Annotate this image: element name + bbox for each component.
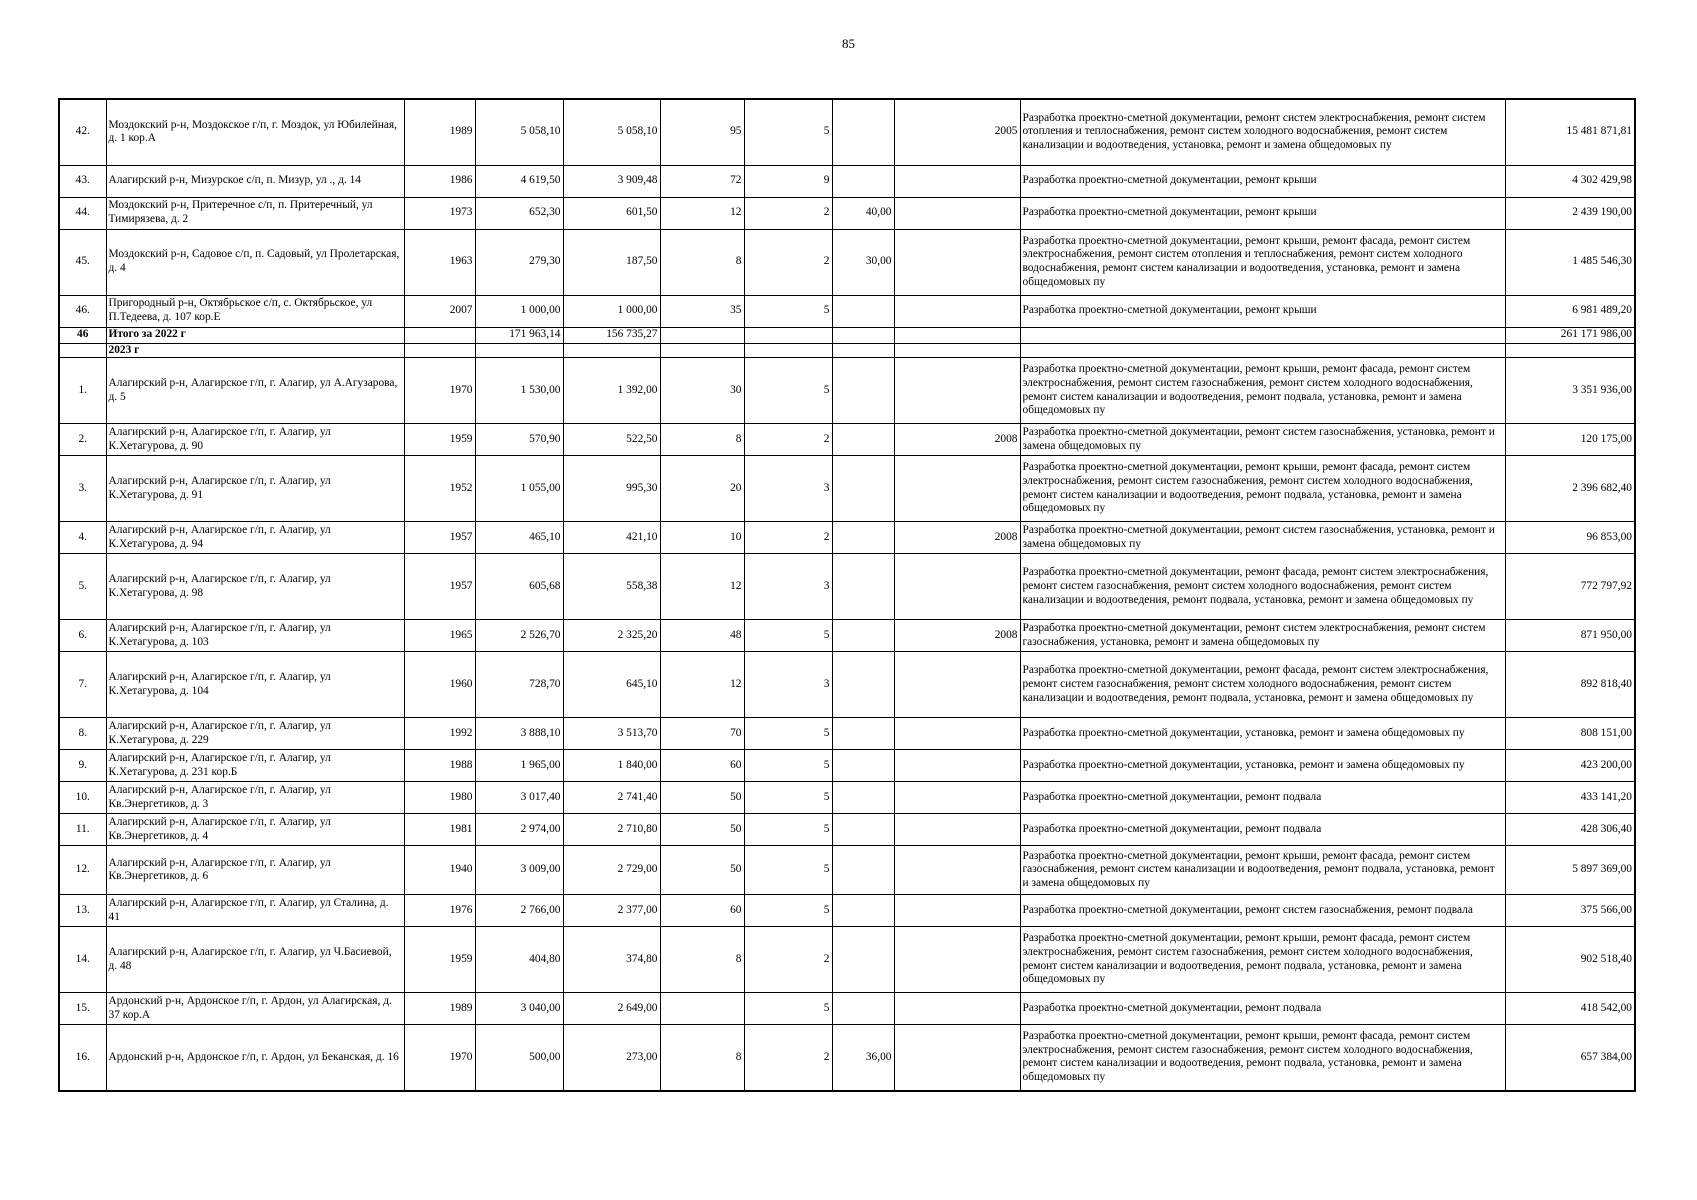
area-total-cell: 1 000,00 [475,295,563,327]
table-row [59,782,1635,814]
works-cell: Разработка проектно-сметной документации, ремонт крыши, ремонт фасада, ремонт систем электроснабжения, ремонт систем газоснабжения, ремонт систем холодного водоснабжения, ремонт систем канализации и водоотведения, ремонт подвала, установка, ремонт и замена общедомовых пу [1020,456,1505,522]
area-living-cell: 558,38 [563,554,660,620]
wear-cell [832,846,894,895]
year-built-cell: 1959 [404,424,475,456]
table-row [59,927,1635,993]
floors-cell: 5 [744,620,832,652]
area-total-cell: 3 888,10 [475,718,563,750]
housing-repair-table [58,98,1636,1092]
address-cell: Моздокский р-н, Притеречное с/п, п. Притеречный, ул Тимирязева, д. 2 [106,197,404,229]
cost-cell: 2 396 682,40 [1505,456,1635,522]
table-row [59,197,1635,229]
page-number: 85 [842,36,855,51]
table-row [59,620,1635,652]
wear-cell: 30,00 [832,229,894,295]
residents-cell: 60 [660,895,744,927]
residents-cell: 70 [660,718,744,750]
residents-cell: 95 [660,99,744,165]
area-living-cell: 421,10 [563,522,660,554]
row-number: 15. [59,993,106,1025]
table-row [59,846,1635,895]
floors-cell: 3 [744,554,832,620]
cost-cell: 657 384,00 [1505,1025,1635,1091]
area-living-cell: 601,50 [563,197,660,229]
floors-cell: 9 [744,165,832,197]
area-total-cell: 570,90 [475,424,563,456]
year-built-cell: 1986 [404,165,475,197]
residents-cell: 30 [660,358,744,424]
row-number: 3. [59,456,106,522]
table-row [59,229,1635,295]
area-total-cell: 1 530,00 [475,358,563,424]
row-number: 43. [59,165,106,197]
wear-cell [832,424,894,456]
year-built-cell: 1992 [404,718,475,750]
section-row-2023 [59,343,1635,358]
last-repair-cell [894,927,1020,993]
works-cell: Разработка проектно-сметной документации, ремонт систем газоснабжения, ремонт подвала [1020,895,1505,927]
table-row [59,718,1635,750]
floors-cell: 5 [744,295,832,327]
address-cell: Алагирский р-н, Алагирское г/п, г. Алагир, ул А.Агузарова, д. 5 [106,358,404,424]
year-built-cell: 1965 [404,620,475,652]
residents-cell: 50 [660,782,744,814]
address-cell: Алагирский р-н, Мизурское с/п, п. Мизур, ул ., д. 14 [106,165,404,197]
residents-cell: 50 [660,814,744,846]
floors-cell: 2 [744,424,832,456]
area-living-cell: 273,00 [563,1025,660,1091]
last-repair-cell [894,197,1020,229]
year-built-cell: 1952 [404,456,475,522]
area-total-cell: 500,00 [475,1025,563,1091]
table-row [59,750,1635,782]
works-cell: Разработка проектно-сметной документации, ремонт крыши, ремонт фасада, ремонт систем электроснабжения, ремонт систем газоснабжения, ремонт систем холодного водоснабжения, ремонт систем канализации и водоотведения, ремонт подвала, установка, ремонт и замена общедомовых пу [1020,927,1505,993]
table-row [59,993,1635,1025]
last-repair-cell [894,295,1020,327]
works-cell: Разработка проектно-сметной документации, ремонт крыши [1020,295,1505,327]
cost-cell: 6 981 489,20 [1505,295,1635,327]
area-living-cell: 374,80 [563,927,660,993]
cost-cell: 423 200,00 [1505,750,1635,782]
table-row [59,522,1635,554]
area-living-cell: 2 377,00 [563,895,660,927]
last-repair-cell [894,229,1020,295]
table-row [59,165,1635,197]
cost-cell: 892 818,40 [1505,652,1635,718]
floors-cell: 2 [744,197,832,229]
floors-cell: 5 [744,750,832,782]
area-living-cell: 2 325,20 [563,620,660,652]
works-cell: Разработка проектно-сметной документации, ремонт систем газоснабжения, установка, ремонт и замена общедомовых пу [1020,522,1505,554]
row-number: 6. [59,620,106,652]
total-area-living: 156 735,27 [563,327,660,343]
area-living-cell: 522,50 [563,424,660,456]
address-cell: Алагирский р-н, Алагирское г/п, г. Алагир, ул К.Хетагурова, д. 98 [106,554,404,620]
row-number: 7. [59,652,106,718]
area-total-cell: 3 040,00 [475,993,563,1025]
address-cell: Алагирский р-н, Алагирское г/п, г. Алагир, ул Сталина, д. 41 [106,895,404,927]
works-cell: Разработка проектно-сметной документации, ремонт крыши, ремонт фасада, ремонт систем электроснабжения, ремонт систем газоснабжения, ремонт систем холодного водоснабжения, ремонт систем канализации и водоотведения, ремонт подвала, установка, ремонт и замена общедомовых пу [1020,358,1505,424]
residents-cell: 12 [660,554,744,620]
year-built-cell: 2007 [404,295,475,327]
row-number: 16. [59,1025,106,1091]
area-total-cell: 404,80 [475,927,563,993]
residents-cell: 8 [660,927,744,993]
area-living-cell: 187,50 [563,229,660,295]
row-number: 42. [59,99,106,165]
residents-cell: 12 [660,197,744,229]
cost-cell: 428 306,40 [1505,814,1635,846]
works-cell: Разработка проектно-сметной документации, ремонт фасада, ремонт систем электроснабжения, ремонт систем газоснабжения, ремонт систем холодного водоснабжения, ремонт систем канализации и водоотведения, ремонт подвала, установка, ремонт и замена общедомовых пу [1020,652,1505,718]
address-cell: Ардонский р-н, Ардонское г/п, г. Ардон, ул Алагирская, д. 37 кор.А [106,993,404,1025]
year-built-cell: 1940 [404,846,475,895]
row-number: 46. [59,295,106,327]
last-repair-cell [894,165,1020,197]
cost-cell: 772 797,92 [1505,554,1635,620]
year-built-cell: 1988 [404,750,475,782]
year-built-cell: 1981 [404,814,475,846]
area-living-cell: 995,30 [563,456,660,522]
year-built-cell: 1960 [404,652,475,718]
address-cell: Пригородный р-н, Октябрьское с/п, с. Октябрьское, ул П.Тедеева, д. 107 кор.Е [106,295,404,327]
address-cell: Ардонский р-н, Ардонское г/п, г. Ардон, ул Беканская, д. 16 [106,1025,404,1091]
year-built-cell: 1976 [404,895,475,927]
row-number: 14. [59,927,106,993]
residents-cell: 8 [660,424,744,456]
area-living-cell: 2 729,00 [563,846,660,895]
last-repair-cell [894,814,1020,846]
residents-cell: 8 [660,1025,744,1091]
works-cell: Разработка проектно-сметной документации, ремонт крыши, ремонт фасада, ремонт систем электроснабжения, ремонт систем газоснабжения, ремонт систем холодного водоснабжения, ремонт систем канализации и водоотведения, ремонт подвала, установка, ремонт и замена общедомовых пу [1020,1025,1505,1091]
works-cell: Разработка проектно-сметной документации, ремонт систем электроснабжения, ремонт систем газоснабжения, установка, ремонт и замена общедомовых пу [1020,620,1505,652]
works-cell: Разработка проектно-сметной документации, ремонт подвала [1020,993,1505,1025]
total-cost: 261 171 986,00 [1505,327,1635,343]
floors-cell: 2 [744,522,832,554]
address-cell: Моздокский р-н, Садовое с/п, п. Садовый, ул Пролетарская, д. 4 [106,229,404,295]
area-living-cell: 1 000,00 [563,295,660,327]
year-built-cell: 1963 [404,229,475,295]
works-cell: Разработка проектно-сметной документации, ремонт крыши [1020,197,1505,229]
area-living-cell: 2 741,40 [563,782,660,814]
address-cell: Моздокский р-н, Моздокское г/п, г. Моздок, ул Юбилейная, д. 1 кор.А [106,99,404,165]
address-cell: Алагирский р-н, Алагирское г/п, г. Алагир, ул Кв.Энергетиков, д. 3 [106,782,404,814]
last-repair-cell [894,993,1020,1025]
rows-2023 [59,358,1635,1091]
floors-cell: 2 [744,927,832,993]
year-built-cell: 1970 [404,1025,475,1091]
last-repair-cell [894,358,1020,424]
address-cell: Алагирский р-н, Алагирское г/п, г. Алагир, ул К.Хетагурова, д. 104 [106,652,404,718]
floors-cell: 2 [744,229,832,295]
area-total-cell: 3 017,40 [475,782,563,814]
table-row [59,424,1635,456]
cost-cell: 375 566,00 [1505,895,1635,927]
works-cell: Разработка проектно-сметной документации, установка, ремонт и замена общедомовых пу [1020,718,1505,750]
last-repair-cell [894,782,1020,814]
works-cell: Разработка проектно-сметной документации, ремонт крыши [1020,165,1505,197]
cost-cell: 96 853,00 [1505,522,1635,554]
last-repair-cell: 2008 [894,620,1020,652]
total-count: 46 [59,327,106,343]
works-cell: Разработка проектно-сметной документации, ремонт крыши, ремонт фасада, ремонт систем электроснабжения, ремонт систем отопления и теплоснабжения, ремонт систем холодного водоснабжения, ремонт систем канализации и водоотведения, установка, ремонт и замена общедомовых пу [1020,229,1505,295]
wear-cell [832,993,894,1025]
row-number: 2. [59,424,106,456]
area-total-cell: 2 526,70 [475,620,563,652]
works-cell: Разработка проектно-сметной документации, ремонт подвала [1020,782,1505,814]
area-total-cell: 5 058,10 [475,99,563,165]
table-row [59,99,1635,165]
address-cell: Алагирский р-н, Алагирское г/п, г. Алагир, ул К.Хетагурова, д. 103 [106,620,404,652]
wear-cell [832,782,894,814]
wear-cell [832,750,894,782]
year-built-cell: 1989 [404,993,475,1025]
area-living-cell: 2 649,00 [563,993,660,1025]
year-built-cell: 1957 [404,554,475,620]
wear-cell [832,99,894,165]
row-number: 8. [59,718,106,750]
floors-cell: 5 [744,814,832,846]
area-total-cell: 2 974,00 [475,814,563,846]
table-row [59,456,1635,522]
works-cell: Разработка проектно-сметной документации, установка, ремонт и замена общедомовых пу [1020,750,1505,782]
last-repair-cell [894,456,1020,522]
cost-cell: 120 175,00 [1505,424,1635,456]
floors-cell: 2 [744,1025,832,1091]
address-cell: Алагирский р-н, Алагирское г/п, г. Алагир, ул К.Хетагурова, д. 229 [106,718,404,750]
wear-cell [832,652,894,718]
last-repair-cell: 2008 [894,522,1020,554]
area-living-cell: 645,10 [563,652,660,718]
floors-cell: 5 [744,358,832,424]
wear-cell: 36,00 [832,1025,894,1091]
area-total-cell: 465,10 [475,522,563,554]
year-built-cell: 1957 [404,522,475,554]
residents-cell: 60 [660,750,744,782]
total-label: Итого за 2022 г [106,327,404,343]
row-number: 5. [59,554,106,620]
wear-cell [832,620,894,652]
row-number: 4. [59,522,106,554]
row-number: 13. [59,895,106,927]
wear-cell [832,456,894,522]
works-cell: Разработка проектно-сметной документации, ремонт крыши, ремонт фасада, ремонт систем газоснабжения, ремонт систем канализации и водоотведения, ремонт подвала, установка, ремонт и замена общедомовых пу [1020,846,1505,895]
year-built-cell: 1959 [404,927,475,993]
wear-cell [832,814,894,846]
address-cell: Алагирский р-н, Алагирское г/п, г. Алагир, ул К.Хетагурова, д. 231 кор.Б [106,750,404,782]
year-built-cell: 1980 [404,782,475,814]
cost-cell: 5 897 369,00 [1505,846,1635,895]
year-built-cell: 1970 [404,358,475,424]
address-cell: Алагирский р-н, Алагирское г/п, г. Алагир, ул К.Хетагурова, д. 90 [106,424,404,456]
cost-cell: 15 481 871,81 [1505,99,1635,165]
floors-cell: 5 [744,718,832,750]
area-living-cell: 1 840,00 [563,750,660,782]
works-cell: Разработка проектно-сметной документации, ремонт систем газоснабжения, установка, ремонт и замена общедомовых пу [1020,424,1505,456]
year-built-cell: 1973 [404,197,475,229]
floors-cell: 5 [744,99,832,165]
wear-cell [832,718,894,750]
address-cell: Алагирский р-н, Алагирское г/п, г. Алагир, ул К.Хетагурова, д. 94 [106,522,404,554]
area-total-cell: 3 009,00 [475,846,563,895]
cost-cell: 433 141,20 [1505,782,1635,814]
address-cell: Алагирский р-н, Алагирское г/п, г. Алагир, ул Кв.Энергетиков, д. 4 [106,814,404,846]
residents-cell: 20 [660,456,744,522]
address-cell: Алагирский р-н, Алагирское г/п, г. Алагир, ул К.Хетагурова, д. 91 [106,456,404,522]
table-row [59,814,1635,846]
works-cell: Разработка проектно-сметной документации, ремонт фасада, ремонт систем электроснабжения, ремонт систем газоснабжения, ремонт систем холодного водоснабжения, ремонт систем канализации и водоотведения, ремонт подвала, установка, ремонт и замена общедомовых пу [1020,554,1505,620]
residents-cell: 8 [660,229,744,295]
area-living-cell: 5 058,10 [563,99,660,165]
total-row-2022 [59,327,1635,343]
floors-cell: 5 [744,846,832,895]
works-cell: Разработка проектно-сметной документации, ремонт подвала [1020,814,1505,846]
wear-cell: 40,00 [832,197,894,229]
wear-cell [832,358,894,424]
wear-cell [832,295,894,327]
table-row [59,1025,1635,1091]
area-total-cell: 728,70 [475,652,563,718]
residents-cell [660,993,744,1025]
area-living-cell: 2 710,80 [563,814,660,846]
area-total-cell: 2 766,00 [475,895,563,927]
residents-cell: 50 [660,846,744,895]
wear-cell [832,165,894,197]
cost-cell: 2 439 190,00 [1505,197,1635,229]
last-repair-cell [894,652,1020,718]
residents-cell: 48 [660,620,744,652]
area-total-cell: 279,30 [475,229,563,295]
cost-cell: 418 542,00 [1505,993,1635,1025]
floors-cell: 5 [744,782,832,814]
area-total-cell: 1 055,00 [475,456,563,522]
row-number: 45. [59,229,106,295]
row-number: 12. [59,846,106,895]
works-cell: Разработка проектно-сметной документации, ремонт систем электроснабжения, ремонт систем отопления и теплоснабжения, ремонт систем холодного водоснабжения, ремонт систем канализации и водоотведения, установка, ремонт и замена общедомовых пу [1020,99,1505,165]
wear-cell [832,554,894,620]
cost-cell: 1 485 546,30 [1505,229,1635,295]
table-row [59,554,1635,620]
area-total-cell: 1 965,00 [475,750,563,782]
year-built-cell: 1989 [404,99,475,165]
cost-cell: 4 302 429,98 [1505,165,1635,197]
total-area-total: 171 963,14 [475,327,563,343]
area-living-cell: 3 513,70 [563,718,660,750]
last-repair-cell [894,895,1020,927]
last-repair-cell [894,1025,1020,1091]
address-cell: Алагирский р-н, Алагирское г/п, г. Алагир, ул Ч.Басиевой, д. 48 [106,927,404,993]
cost-cell: 808 151,00 [1505,718,1635,750]
row-number: 44. [59,197,106,229]
rows-2022 [59,99,1635,327]
row-number: 11. [59,814,106,846]
residents-cell: 12 [660,652,744,718]
area-living-cell: 1 392,00 [563,358,660,424]
table-row [59,358,1635,424]
wear-cell [832,927,894,993]
last-repair-cell [894,846,1020,895]
wear-cell [832,522,894,554]
area-total-cell: 4 619,50 [475,165,563,197]
residents-cell: 35 [660,295,744,327]
area-total-cell: 652,30 [475,197,563,229]
row-number: 10. [59,782,106,814]
residents-cell: 10 [660,522,744,554]
area-living-cell: 3 909,48 [563,165,660,197]
last-repair-cell [894,554,1020,620]
section-label: 2023 г [106,343,404,358]
cost-cell: 902 518,40 [1505,927,1635,993]
cost-cell: 3 351 936,00 [1505,358,1635,424]
last-repair-cell [894,750,1020,782]
floors-cell: 3 [744,456,832,522]
floors-cell: 5 [744,993,832,1025]
floors-cell: 3 [744,652,832,718]
floors-cell: 5 [744,895,832,927]
row-number: 1. [59,358,106,424]
wear-cell [832,895,894,927]
table-row [59,295,1635,327]
residents-cell: 72 [660,165,744,197]
last-repair-cell [894,718,1020,750]
table-row [59,652,1635,718]
last-repair-cell: 2005 [894,99,1020,165]
cost-cell: 871 950,00 [1505,620,1635,652]
address-cell: Алагирский р-н, Алагирское г/п, г. Алагир, ул Кв.Энергетиков, д. 6 [106,846,404,895]
table-row [59,895,1635,927]
last-repair-cell: 2008 [894,424,1020,456]
row-number: 9. [59,750,106,782]
area-total-cell: 605,68 [475,554,563,620]
